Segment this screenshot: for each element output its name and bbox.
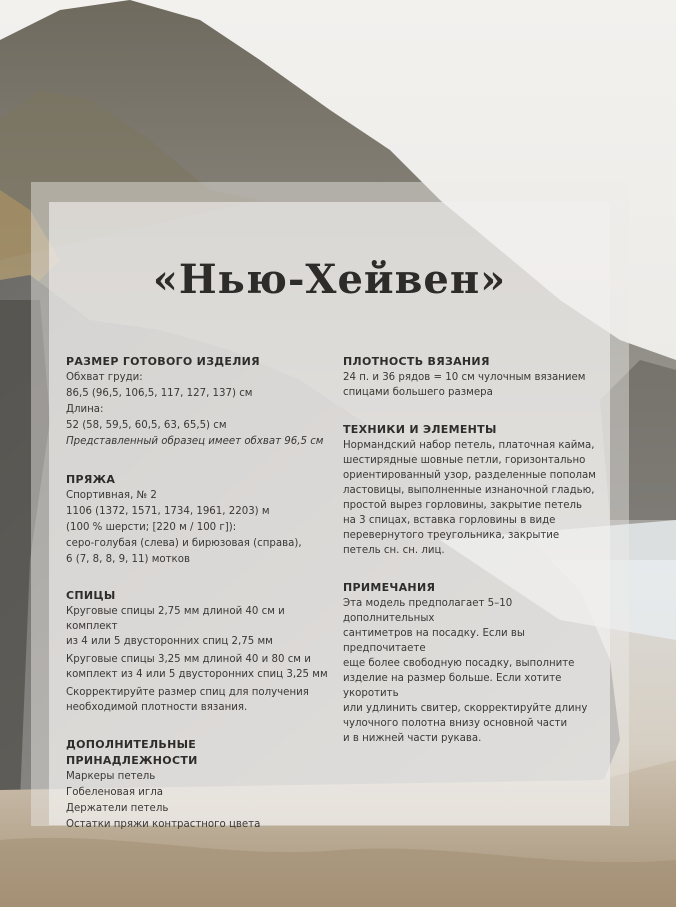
chest-label: Обхват груди: [66,372,143,383]
section-heading: СПИЦЫ [66,589,116,602]
left-column [66,354,328,855]
section-heading: ПЛОТНОСТЬ ВЯЗАНИЯ [343,355,490,368]
section-heading: ТЕХНИКИ И ЭЛЕМЕНТЫ [343,423,497,436]
right-column [343,354,605,768]
note-line: изделие на размер больше. Если хотите укоротить [343,673,562,699]
section-notions [66,737,328,833]
technique-line: петель сн. сн. лиц. [343,545,445,556]
notion-item: Гобеленовая игла [66,787,164,798]
notion-item: Остатки пряжи контрастного цвета [66,819,261,830]
section-heading: ПРИМЕЧАНИЯ [343,581,436,594]
yarn-line: серо-голубая (слева) и бирюзовая (справа), [66,538,302,549]
needles-text: комплект из 4 или 5 двусторонних спиц 3,25 мм [66,669,328,680]
section-heading: ПРЯЖА [66,473,116,486]
needles-text: Круговые спицы 3,25 мм длиной 40 и 80 см и [66,654,311,665]
section-finished-size [66,354,328,450]
technique-line: перевернутого треугольника, закрытие [343,530,560,541]
length-values: 52 (58, 59,5, 60,5, 63, 65,5) см [66,420,227,431]
section-techniques [343,422,605,558]
needles-text: из 4 или 5 двусторонних спиц 2,75 мм [66,636,273,647]
technique-line: простой вырез горловины, закрытие петель [343,500,583,511]
gauge-line: спицами большего размера [343,387,493,398]
yarn-line: Спортивная, № 2 [66,490,157,501]
needles-text: Круговые спицы 2,75 мм длиной 40 см и комплект [66,606,285,632]
technique-line: Нормандский набор петель, платочная кайма, [343,440,595,451]
technique-line: ластовицы, выполненные изнаночной гладью, [343,485,595,496]
length-label: Длина: [66,404,104,415]
note-line: Эта модель предполагает 5–10 дополнительных [343,598,513,624]
technique-line: шестирядные шовные петли, горизонтально [343,455,586,466]
yarn-line: (100 % шерсти; [220 м / 100 г]): [66,522,237,533]
note-line: или удлинить свитер, скорректируйте длину [343,703,588,714]
chest-values: 86,5 (96,5, 106,5, 117, 127, 137) см [66,388,253,399]
section-gauge [343,354,605,400]
note-line: чулочного полотна внизу основной части [343,718,568,729]
sample-note: Представленный образец имеет обхват 96,5 см [66,436,324,447]
yarn-line: 1106 (1372, 1571, 1734, 1961, 2203) м [66,506,270,517]
section-needles [66,588,328,715]
note-line: и в нижней части рукава. [343,733,482,744]
gauge-line: 24 п. и 36 рядов = 10 см чулочным вязанием [343,372,586,383]
section-yarn [66,472,328,568]
section-heading: РАЗМЕР ГОТОВОГО ИЗДЕЛИЯ [66,355,260,368]
note-line: еще более свободную посадку, выполните [343,658,575,669]
notion-item: Держатели петель [66,803,169,814]
section-heading: ДОПОЛНИТЕЛЬНЫЕ ПРИНАДЛЕЖНОСТИ [66,738,198,767]
section-notes [343,580,605,746]
technique-line: на 3 спицах, вставка горловины в виде [343,515,556,526]
technique-line: ориентированный узор, разделенные пополам [343,470,596,481]
needles-text: Скорректируйте размер спиц для получения [66,687,309,698]
pattern-title: «Нью-Хейвен» [152,256,507,303]
notion-item: Маркеры петель [66,771,156,782]
needles-text: необходимой плотности вязания. [66,702,248,713]
yarn-line: 6 (7, 8, 8, 9, 11) мотков [66,554,190,565]
note-line: сантиметров на посадку. Если вы предпочитаете [343,628,525,654]
